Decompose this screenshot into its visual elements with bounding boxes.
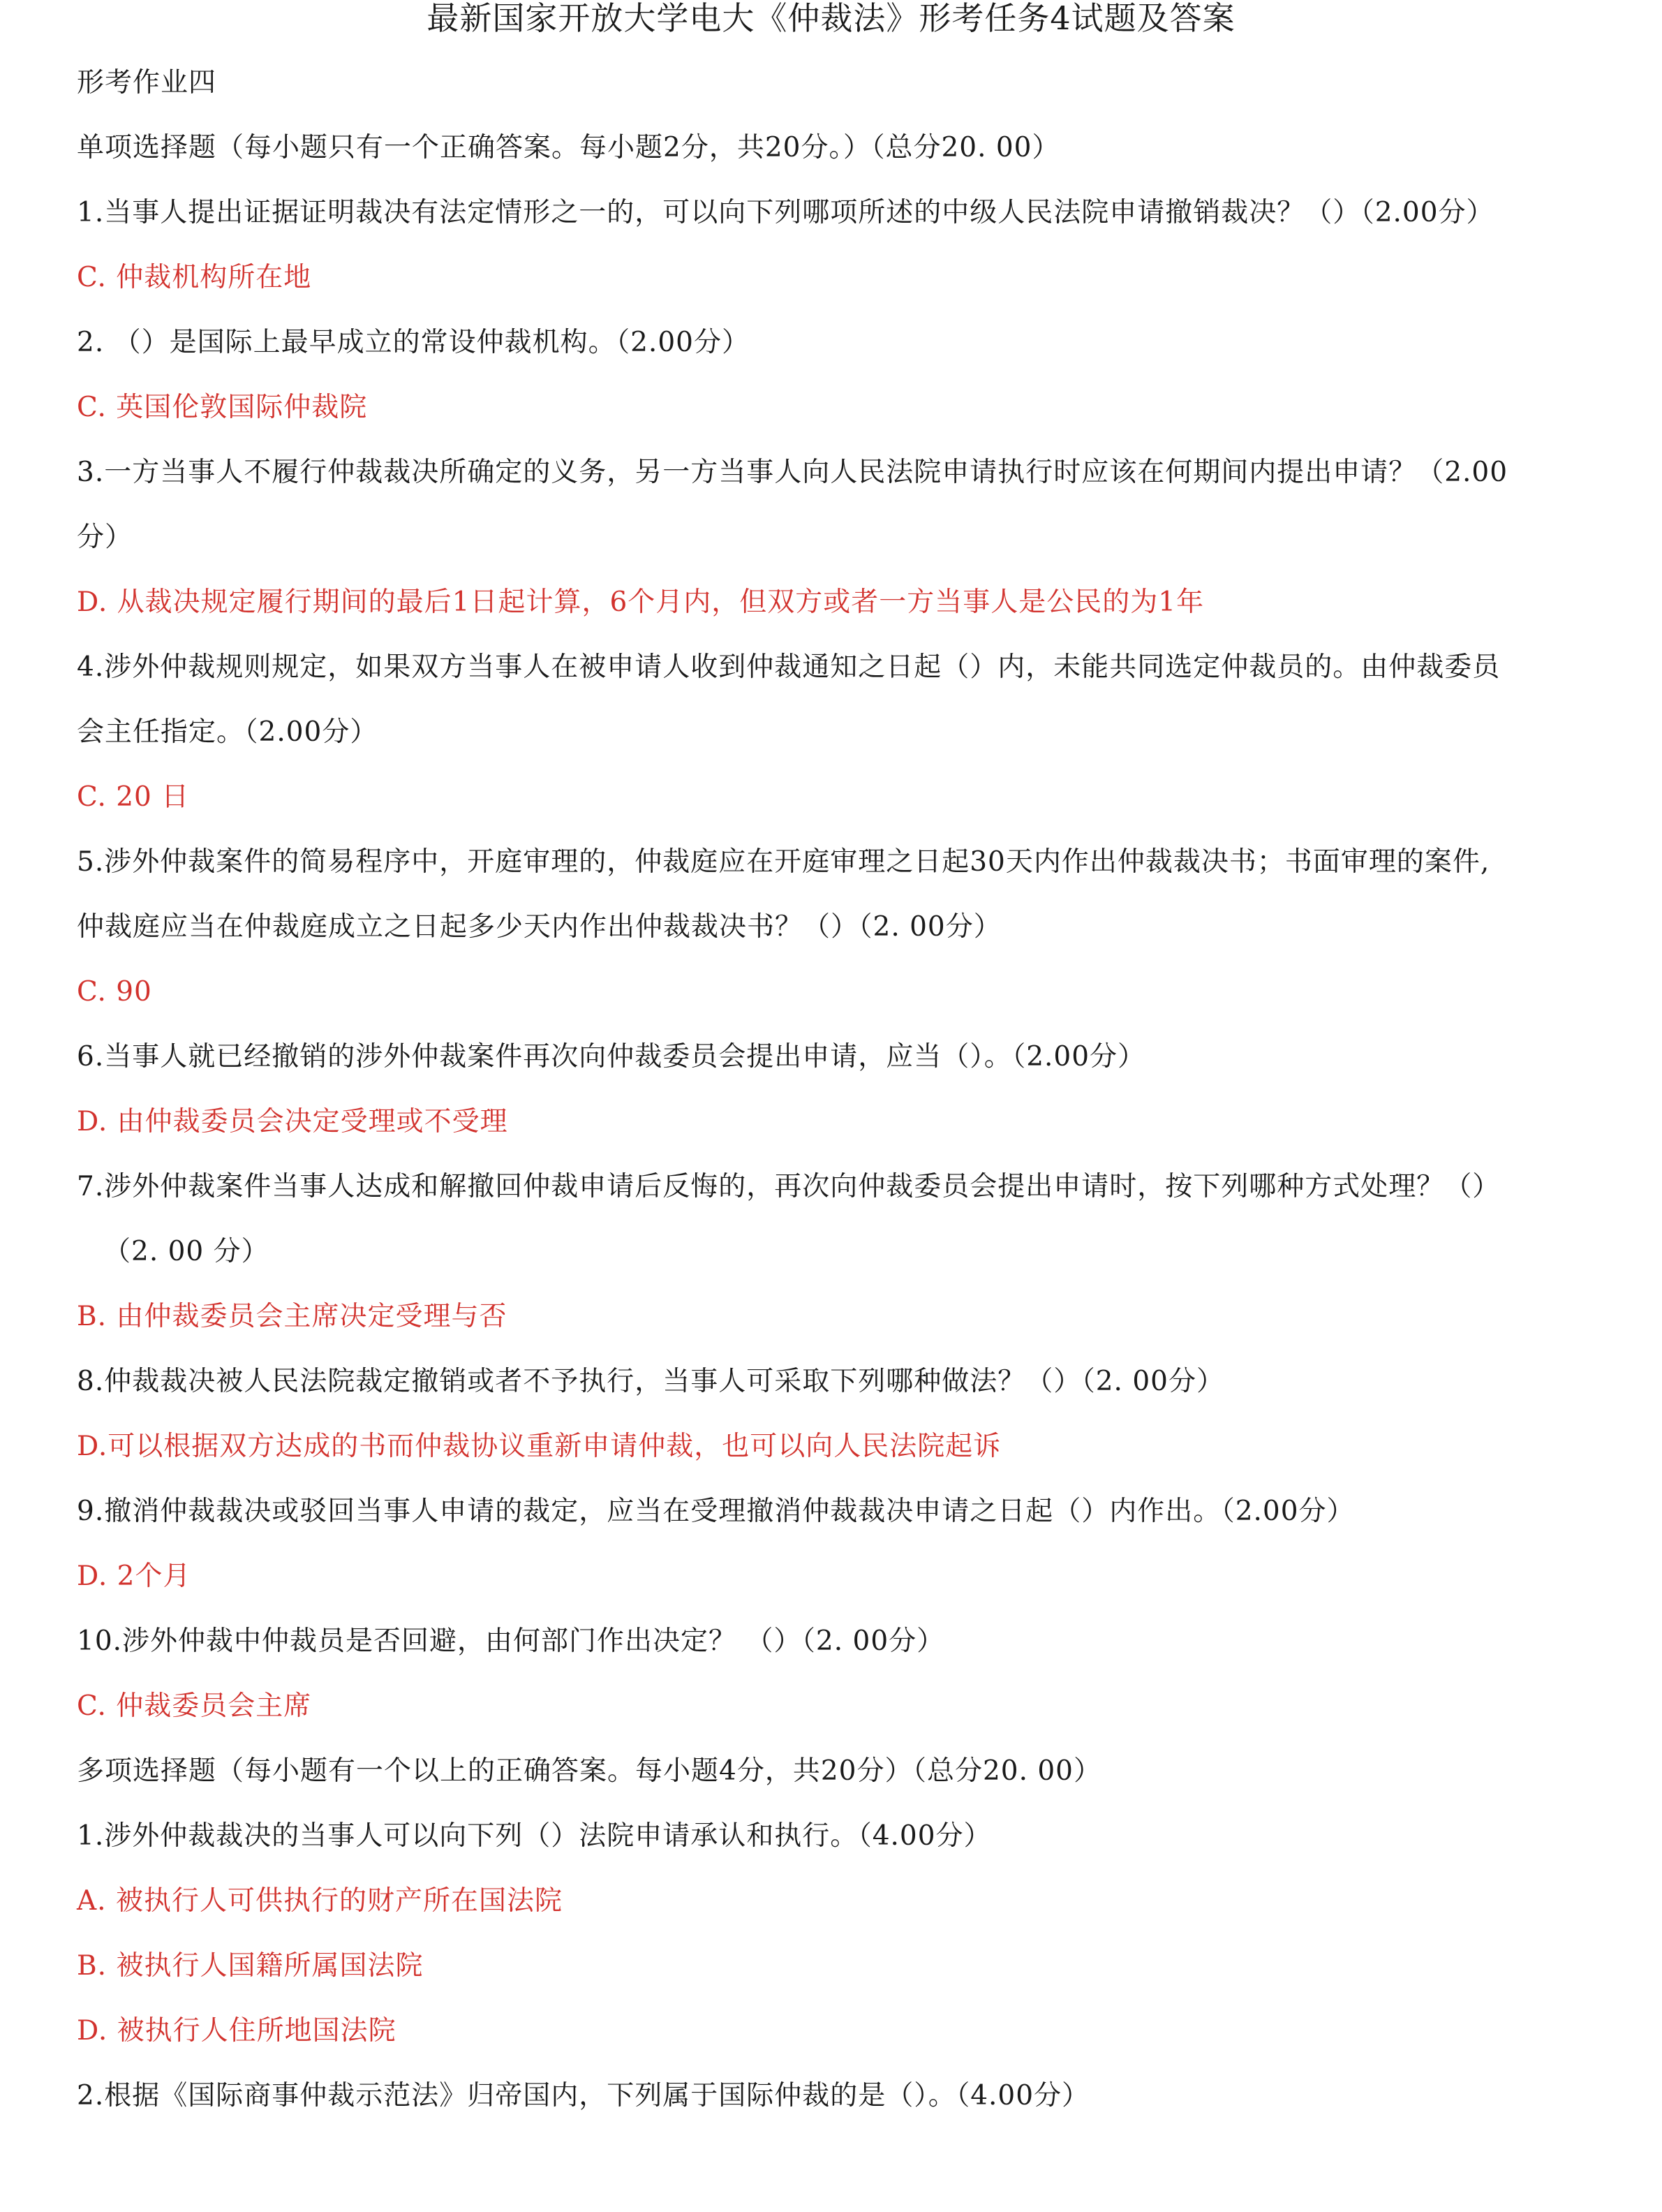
answer-line: D. 从裁决规定履行期间的最后1日起计算，6个月内，但双方或者一方当事人是公民的为1年 <box>77 587 1205 618</box>
answer-line: D. 2个月 <box>77 1561 191 1592</box>
question-line: 8.仲裁裁决被人民法院裁定撤销或者不予执行，当事人可采取下列哪种做法？（）（2. 00分） <box>77 1366 1224 1397</box>
answer-line: C. 20 日 <box>77 781 190 813</box>
document-title: 最新国家开放大学电大《仲裁法》形考任务4试题及答案 <box>426 0 1236 37</box>
question-line: 单项选择题（每小题只有一个正确答案。每小题2分，共20分。）（总分20. 00） <box>77 132 1060 163</box>
question-line: 4.涉外仲裁规则规定，如果双方当事人在被申请人收到仲裁通知之日起（）内，未能共同选定仲裁员的。由仲裁委员 <box>77 651 1501 683</box>
answer-line: C. 仲裁委员会主席 <box>77 1690 312 1722</box>
question-line: 7.涉外仲裁案件当事人达成和解撤回仲裁申请后反悔的，再次向仲裁委员会提出申请时，按下列哪种方式处理？（） <box>77 1171 1501 1202</box>
question-line: 2.根据《国际商事仲裁示范法》归帝国内，下列属于国际仲裁的是（）。（4.00分） <box>77 2080 1090 2111</box>
question-line: 多项选择题（每小题有一个以上的正确答案。每小题4分，共20分）（总分20. 00） <box>77 1755 1101 1787</box>
answer-line: D.可以根据双方达成的书而仲裁协议重新申请仲裁，也可以向人民法院起诉 <box>77 1431 1002 1462</box>
question-line: 1.涉外仲裁裁决的当事人可以向下列（）法院申请承认和执行。（4.00分） <box>77 1820 992 1852</box>
question-line: 形考作业四 <box>77 67 217 98</box>
question-line: 5.涉外仲裁案件的简易程序中，开庭审理的，仲裁庭应在开庭审理之日起30天内作出仲裁裁决书；书面审理的案件, <box>77 846 1490 878</box>
document-body <box>77 50 1578 2128</box>
answer-line: C. 90 <box>77 976 152 1008</box>
answer-line: D. 被执行人住所地国法院 <box>77 2015 396 2047</box>
answer-line: A. 被执行人可供执行的财产所在国法院 <box>77 1885 563 1917</box>
question-line: 2. （）是国际上最早成立的常设仲裁机构。（2.00分） <box>77 327 750 358</box>
answer-line: B. 由仲裁委员会主席决定受理与否 <box>77 1301 507 1332</box>
question-line: 分） <box>77 522 133 553</box>
question-line: 3.一方当事人不履行仲裁裁决所确定的义务，另一方当事人向人民法院申请执行时应该在何期间内提出申请？（2.00 <box>77 457 1508 488</box>
answer-line: C. 仲裁机构所在地 <box>77 262 312 293</box>
answer-line: D. 由仲裁委员会决定受理或不受理 <box>77 1106 508 1137</box>
question-line: 9.撤消仲裁裁决或驳回当事人申请的裁定，应当在受理撤消仲裁裁决申请之日起（）内作出。（2.00分） <box>77 1496 1355 1527</box>
question-line: 10.涉外仲裁中仲裁员是否回避，由何部门作出决定？ （）（2. 00分） <box>77 1625 945 1657</box>
question-line: 会主任指定。（2.00分） <box>77 716 378 748</box>
answer-line: C. 英国伦敦国际仲裁院 <box>77 392 368 423</box>
answer-line: B. 被执行人国籍所属国法院 <box>77 1950 424 1982</box>
question-line: 6.当事人就已经撤销的涉外仲裁案件再次向仲裁委员会提出申请，应当（）。（2.00分） <box>77 1041 1146 1072</box>
question-line: 1.当事人提出证据证明裁决有法定情形之一的，可以向下列哪项所述的中级人民法院申请撤销裁决？（）（2.00分） <box>77 197 1494 228</box>
question-line: 仲裁庭应当在仲裁庭成立之日起多少天内作出仲裁裁决书？（）（2. 00分） <box>77 911 1002 943</box>
question-line: （2. 00 分） <box>103 1236 269 1267</box>
